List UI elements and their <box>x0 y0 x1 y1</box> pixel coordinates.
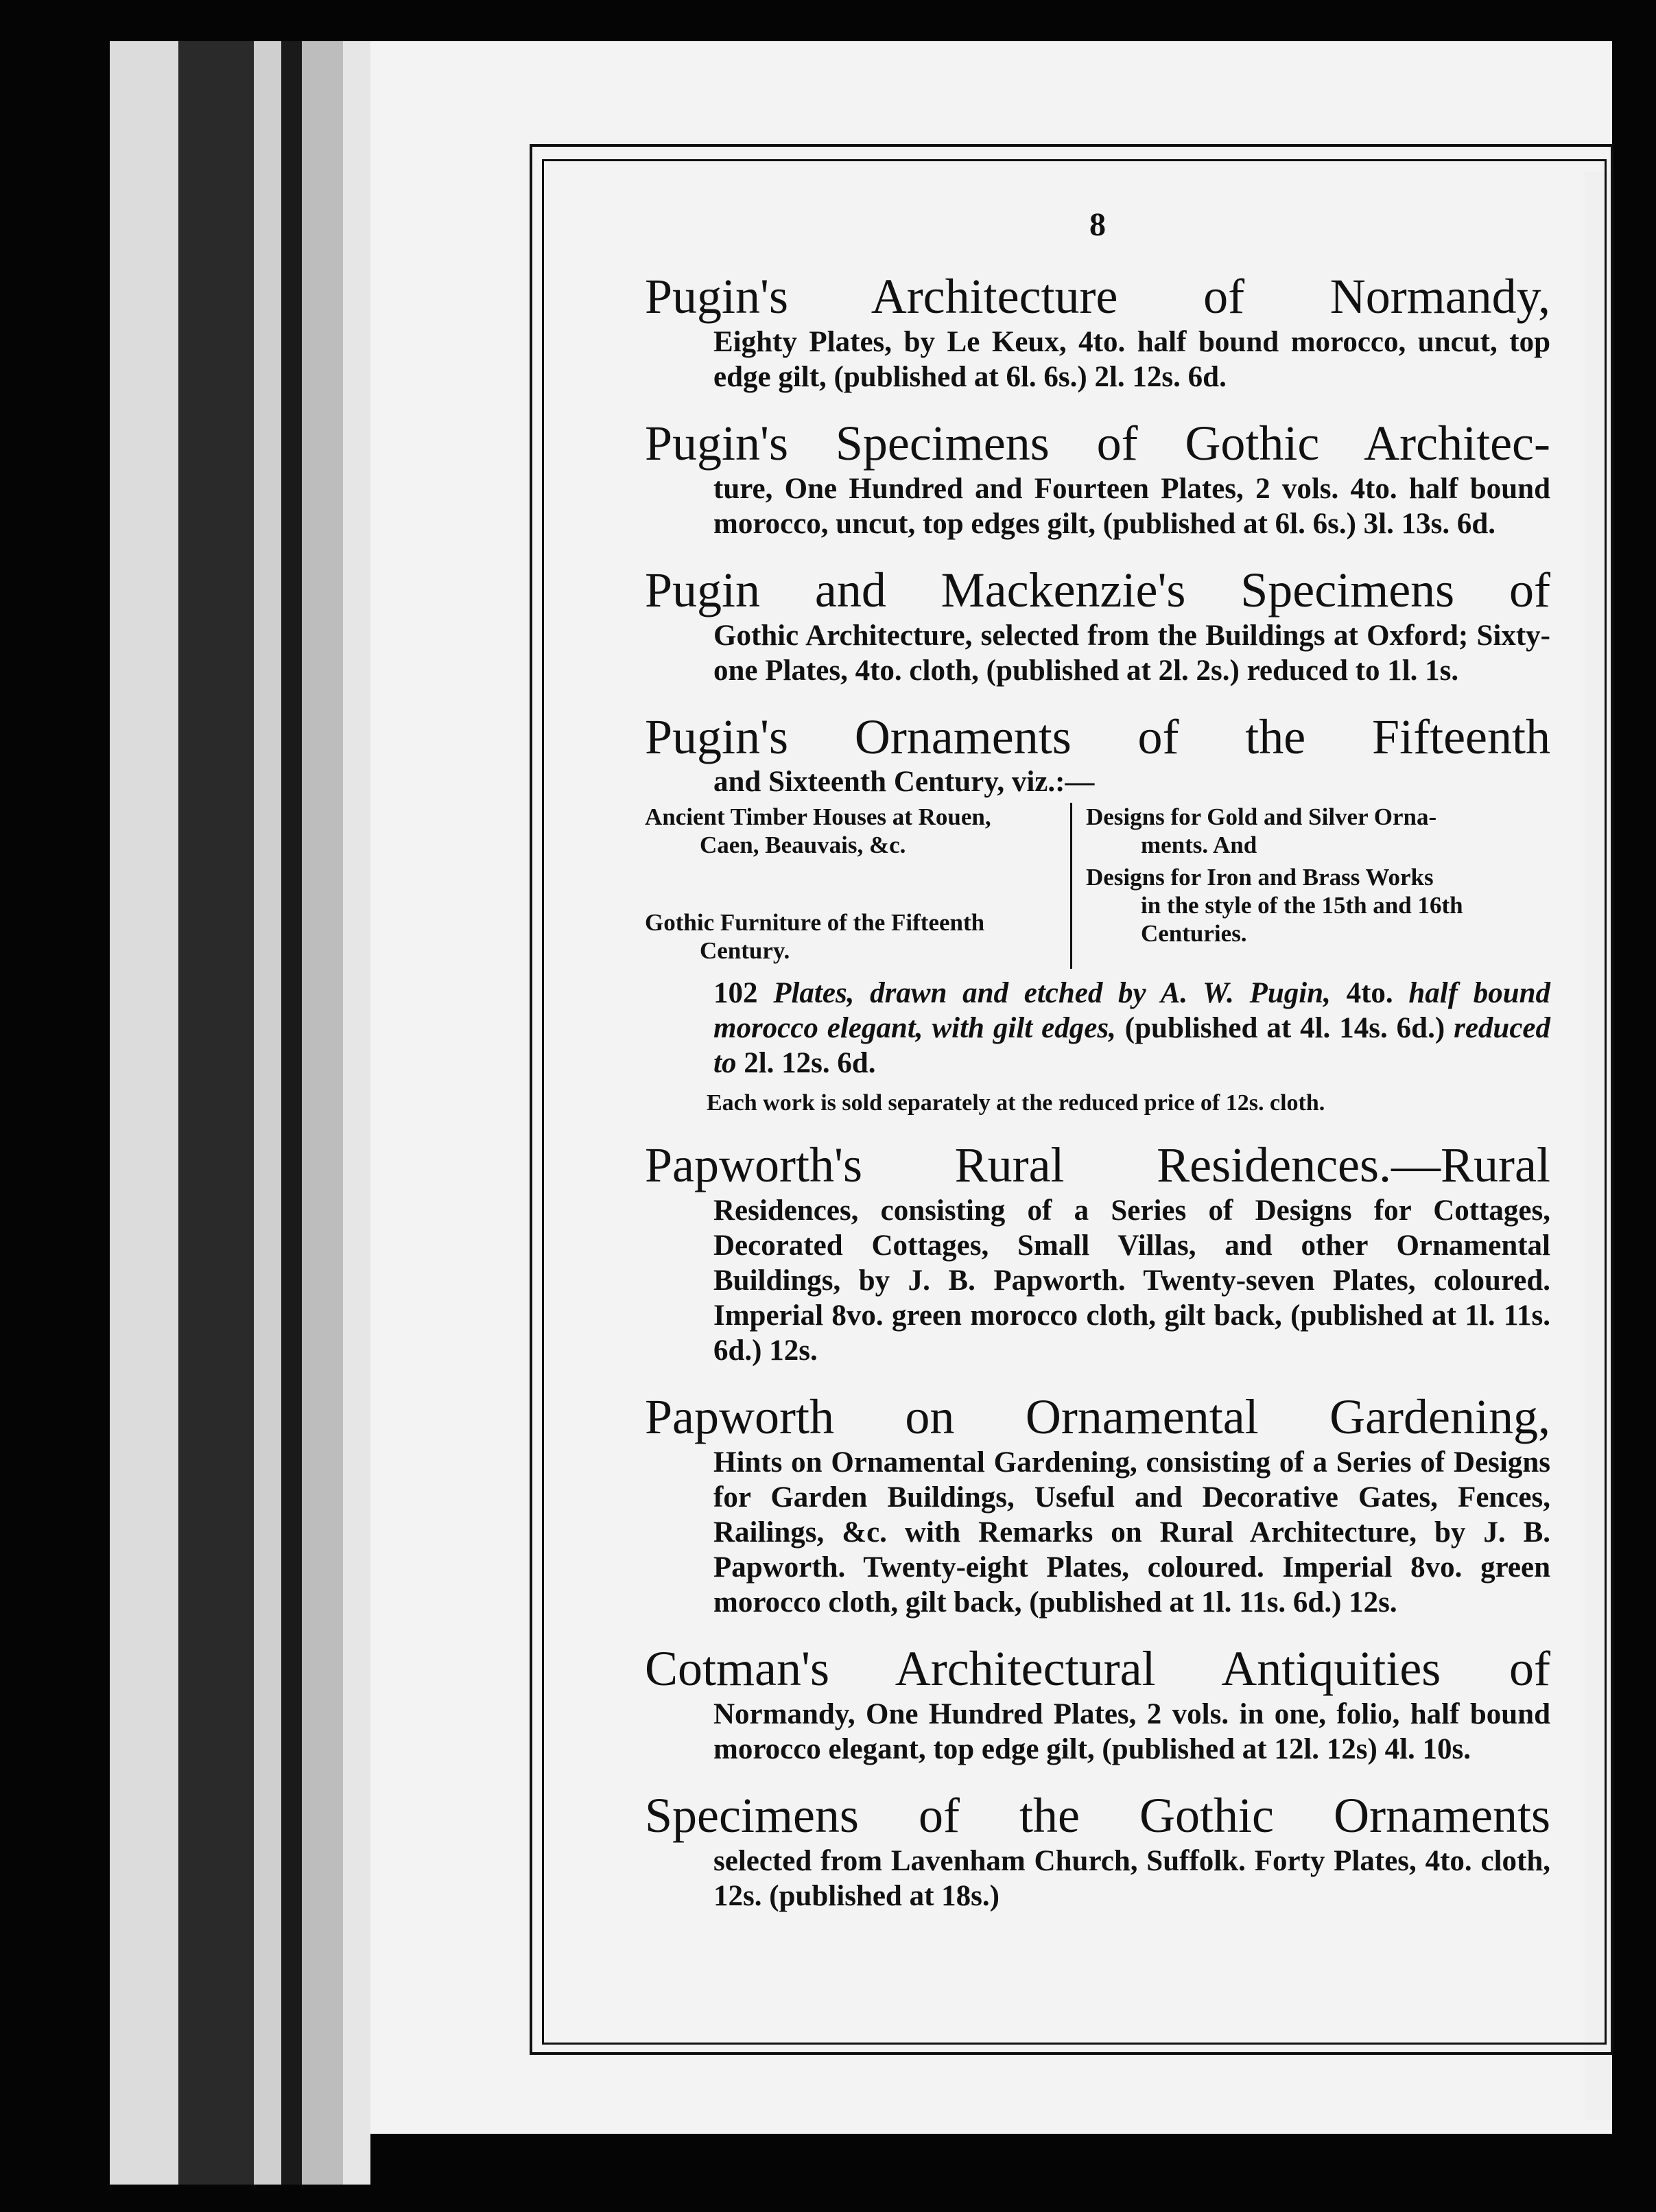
contents-columns <box>645 803 1550 969</box>
contents-right-column <box>1072 803 1550 969</box>
entry-body: Hints on Ornamental Gardening, consisting of a Series of Designs for Garden Buildings, Useful and Decorative Gates, Fences, Railings, &c. with Remarks on Rural Architecture, by J. B. Papworth. Twenty-eight Plates, coloured. Imperial 8vo. green morocco cloth, gilt back, (published at 1l. 11s. 6d.) 12s. <box>713 1446 1550 1619</box>
catalog-entry <box>645 415 1550 541</box>
entry-body: selected from Lavenham Church, Suffolk. Forty Plates, 4to. cloth, 12s. (published at 18s.) <box>713 1845 1550 1912</box>
entry-title: Pugin's Ornaments of the Fifteenth <box>645 709 1550 764</box>
book-page-edge <box>254 41 281 2185</box>
entry-body: Gothic Architecture, selected from the Buildings at Oxford; Sixty-one Plates, 4to. cloth, (published at 2l. 2s.) reduced to 1l. 1s. <box>713 620 1550 687</box>
book-page-edge <box>281 41 302 2185</box>
book-page-edge <box>302 41 343 2185</box>
entry-title: Pugin's Architecture of Normandy, <box>645 269 1550 324</box>
entry-title: Papworth on Ornamental Gardening, <box>645 1389 1550 1444</box>
contents-item <box>1086 803 1550 859</box>
contents-item-line: Designs for Gold and Silver Orna- <box>1086 803 1437 830</box>
plates-italic: half bound morocco elegant, with gilt edges, <box>713 977 1551 1044</box>
catalog-entry <box>645 1640 1550 1767</box>
contents-item-line: ments. And <box>1141 832 1257 858</box>
entry-body: Normandy, One Hundred Plates, 2 vols. in one, folio, half bound morocco elegant, top edge gilt, (published at 12l. 12s) 4l. 10s. <box>713 1698 1550 1765</box>
catalog-entry <box>645 268 1550 395</box>
contents-item-line: Gothic Furniture of the Fifteenth <box>645 909 985 936</box>
entry-title: Pugin and Mackenzie's Specimens of <box>645 563 1550 617</box>
plates-text: 4to. <box>1346 977 1393 1009</box>
catalog-entry <box>645 562 1550 688</box>
contents-item-line: Century. <box>700 937 790 964</box>
entry-subtitle: and Sixteenth Century, viz.:— <box>713 766 1095 798</box>
plates-count: 102 <box>713 977 758 1009</box>
plates-italic: reduced to <box>713 1012 1551 1079</box>
entry-title: Pugin's Specimens of Gothic Architec- <box>645 416 1550 471</box>
contents-item <box>645 908 1056 965</box>
book-page-edge <box>343 41 370 2185</box>
page-content <box>645 206 1550 1934</box>
contents-item <box>1086 863 1550 948</box>
entry-body: Eighty Plates, by Le Keux, 4to. half bound morocco, uncut, top edge gilt, (published at 6l. 6s.) 2l. 12s. 6d. <box>713 326 1550 393</box>
contents-left-column <box>645 803 1072 969</box>
entry-title: Cotman's Architectural Antiquities of <box>645 1641 1550 1696</box>
entry-title: Specimens of the Gothic Ornaments <box>645 1788 1550 1843</box>
entry-body: ture, One Hundred and Fourteen Plates, 2 vols. 4to. half bound morocco, uncut, top edges gilt, (published at 6l. 6s.) 3l. 13s. 6d. <box>713 473 1550 540</box>
catalog-entry <box>645 1137 1550 1368</box>
contents-item-line: Ancient Timber Houses at Rouen, <box>645 803 991 830</box>
book-page-edge <box>178 41 254 2185</box>
entry-body: Residences, consisting of a Series of Designs for Cottages, Decorated Cottages, Small Villas, and other Ornamental Buildings, by J. B. Papworth. Twenty-seven Plates, coloured. Imperial 8vo. green morocco cloth, gilt back, (published at 1l. 11s. 6d.) 12s. <box>713 1195 1550 1367</box>
plates-text: (published at 4l. 14s. 6d.) <box>1124 1012 1445 1044</box>
plates-description <box>713 976 1550 1081</box>
catalog-entry-ornaments <box>645 709 1550 1116</box>
contents-item-line: in the style of the 15th and 16th Centuries. <box>1141 892 1463 947</box>
catalog-entry <box>645 1787 1550 1914</box>
entry-title: Papworth's Rural Residences.—Rural <box>645 1138 1550 1192</box>
contents-item-line: Caen, Beauvais, &c. <box>700 832 906 858</box>
contents-item-line: Designs for Iron and Brass Works <box>1086 864 1434 891</box>
page-number: 8 <box>1089 207 1106 243</box>
catalog-entry <box>645 1389 1550 1620</box>
contents-item <box>645 803 1056 859</box>
plates-italic: Plates, drawn and etched by A. W. Pugin, <box>773 977 1331 1009</box>
price-note: Each work is sold separately at the reduced price of 12s. cloth. <box>707 1090 1325 1116</box>
book-page-edge <box>110 41 178 2185</box>
plates-price: 2l. 12s. 6d. <box>744 1047 876 1079</box>
